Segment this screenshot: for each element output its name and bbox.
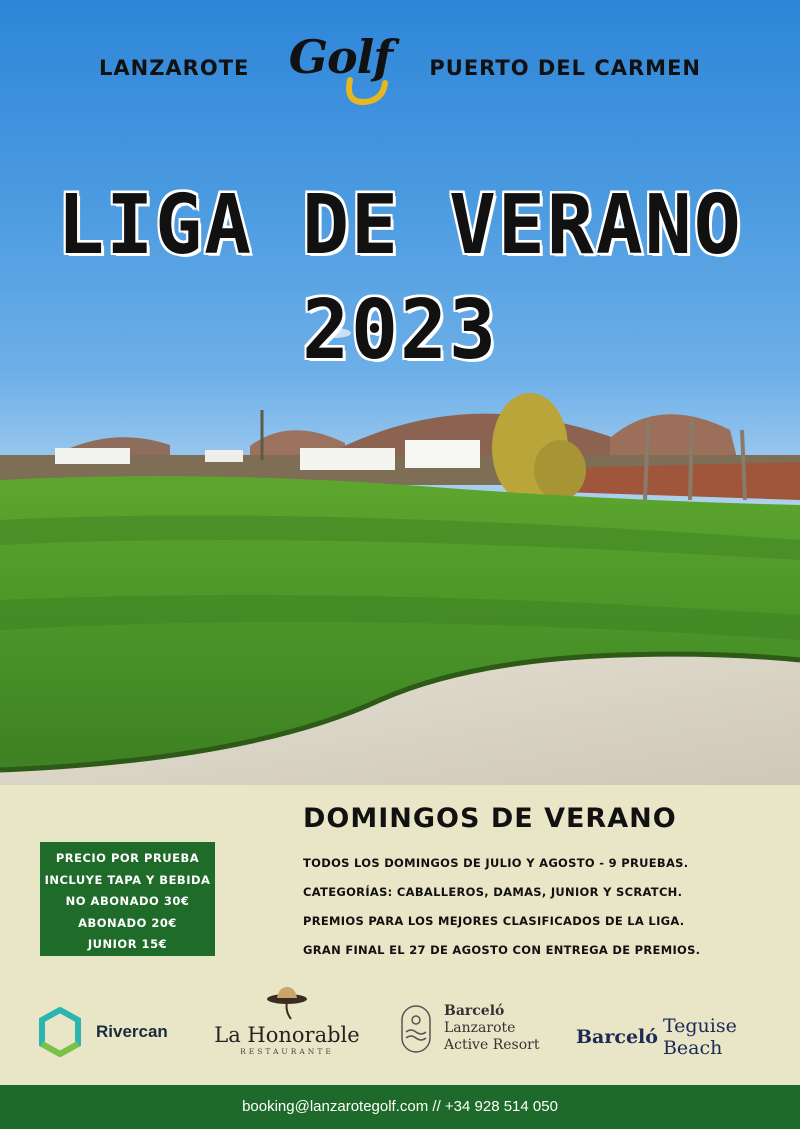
price-line: JUNIOR 15€	[87, 937, 168, 951]
section-title: DOMINGOS DE VERANO	[303, 803, 677, 834]
details-item: PREMIOS PARA LOS MEJORES CLASIFICADOS DE LA LIGA.	[303, 914, 685, 928]
footer-contact[interactable]: booking@lanzarotegolf.com // +34 928 514 050	[242, 1098, 558, 1115]
price-line: NO ABONADO 30€	[65, 894, 190, 908]
details-item: TODOS LOS DOMINGOS DE JULIO Y AGOSTO - 9 PRUEBAS.	[303, 856, 689, 870]
sponsor-rivercan	[38, 1007, 168, 1057]
price-box	[40, 842, 215, 956]
sponsor-name: Active Resort	[444, 1037, 540, 1053]
hexagon-logo-icon	[38, 1007, 82, 1057]
details-item: CATEGORÍAS: CABALLEROS, DAMAS, JUNIOR Y SCRATCH.	[303, 885, 683, 899]
sponsor-barcelo-lanzarote	[400, 1003, 539, 1054]
sponsor-name: La Honorable	[214, 1023, 360, 1047]
logo-text-left: LANZAROTE	[98, 56, 250, 80]
price-line: ABONADO 20€	[78, 915, 177, 930]
sponsor-brand: Barceló	[576, 1026, 658, 1048]
price-line: INCLUYE TAPA Y BEBIDA	[44, 872, 211, 887]
sponsor-la-honorable	[212, 985, 362, 1056]
page-title: LIGA DE VERANO 2023	[57, 178, 743, 378]
sponsor-name: Lanzarote	[444, 1020, 516, 1036]
sponsor-name: Rivercan	[96, 1022, 168, 1041]
sun-hat-logo-icon	[265, 985, 309, 1021]
sponsor-name: Teguise Beach	[662, 1015, 737, 1059]
info-panel	[0, 785, 800, 1085]
wave-emblem-icon	[400, 1004, 432, 1054]
header-logo	[0, 28, 800, 108]
sponsor-barcelo-teguise	[576, 1015, 800, 1059]
sponsor-subtitle: RESTAURANTE	[240, 1047, 334, 1056]
sponsor-brand: Barceló	[444, 1003, 505, 1019]
details-list	[303, 849, 763, 965]
logo-text-right: PUERTO DEL CARMEN	[429, 56, 701, 80]
price-line: PRECIO POR PRUEBA	[55, 851, 200, 865]
logo-text-golf: Golf	[288, 30, 392, 84]
details-item: GRAN FINAL EL 27 DE AGOSTO CON ENTREGA DE PREMIOS.	[303, 943, 701, 957]
footer-bar	[0, 1085, 800, 1129]
golf-logo-mark	[255, 28, 425, 108]
